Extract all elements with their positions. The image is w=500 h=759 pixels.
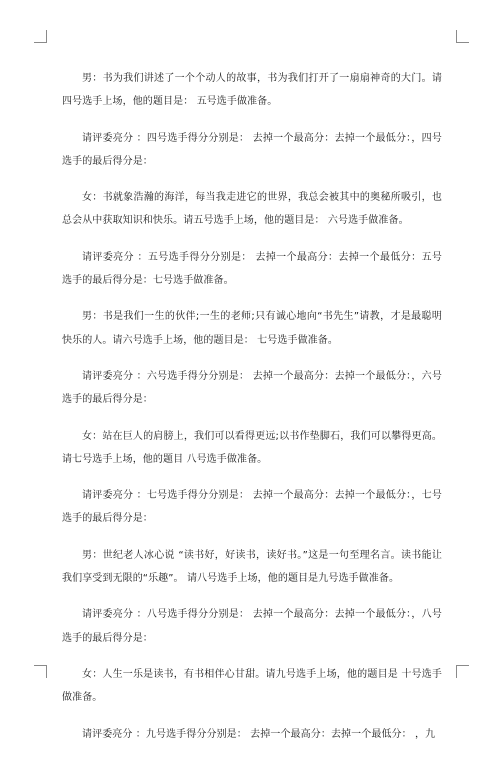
document-body	[62, 67, 442, 759]
paragraph-host-female-3: 女：人生一乐是读书，有书相伴心甘甜。请九号选手上场，他的题目是 十号选手做准备。	[62, 668, 442, 704]
paragraph-score-6: 请评委亮分 ：六号选手得分分别是： 去掉一个最高分：去掉一个最低分：，六号选手的最后得分是：	[62, 370, 442, 406]
paragraph-score-5: 请评委亮分 ：五号选手得分分别是： 去掉一个最高分：去掉一个最低分：五号选手的最后得分是：七号选手做准备。	[62, 251, 442, 286]
crop-mark-bottom-right	[456, 665, 469, 678]
paragraph-score-8: 请评委亮分 ：八号选手得分分别是： 去掉一个最高分：去掉一个最低分：，八号选手的最后得分是：	[62, 609, 442, 644]
crop-mark-top-left	[34, 30, 47, 43]
paragraph-score-9: 请评委亮分 ：九号选手得分分别是： 去掉一个最高分：去掉一个最低分： ，九	[82, 728, 436, 740]
paragraph-host-male-2: 男：书是我们一生的伙伴;一生的老师;只有诚心地向“书先生”请教，才是最聪明快乐的人。请六号选手上场，他的题目是： 七号选手做准备。	[62, 311, 442, 346]
paragraph-score-4: 请评委亮分 ：四号选手得分分别是： 去掉一个最高分：去掉一个最低分：，四号选手的最后得分是：	[62, 132, 442, 167]
paragraph-host-male-1: 男：书为我们讲述了一个个动人的故事，书为我们打开了一扇扇神奇的大门。请四号选手上场，他的题目是： 五号选手做准备。	[62, 73, 442, 108]
paragraph-host-female-2: 女：站在巨人的肩膀上，我们可以看得更远;以书作垫脚石，我们可以攀得更高。请七号选手上场，他的题目 八号选手做准备。	[62, 430, 442, 465]
crop-mark-top-right	[456, 30, 469, 43]
paragraph-host-female-1: 女：书就象浩瀚的海洋，每当我走进它的世界，我总会被其中的奥秘所吸引，也总会从中获取知识和快乐。请五号选手上场，他的题目是： 六号选手做准备。	[62, 192, 442, 227]
crop-mark-bottom-left	[34, 665, 47, 678]
paragraph-host-male-3: 男：世纪老人冰心说 “读书好，好读书，读好书。”这是一句至理名言。读书能让我们享受到无限的“乐趣”。 请八号选手上场，他的题目是九号选手做准备。	[62, 549, 442, 584]
paragraph-score-7: 请评委亮分 ：七号选手得分分别是： 去掉一个最高分：去掉一个最低分：，七号选手的最后得分是：	[62, 490, 442, 525]
